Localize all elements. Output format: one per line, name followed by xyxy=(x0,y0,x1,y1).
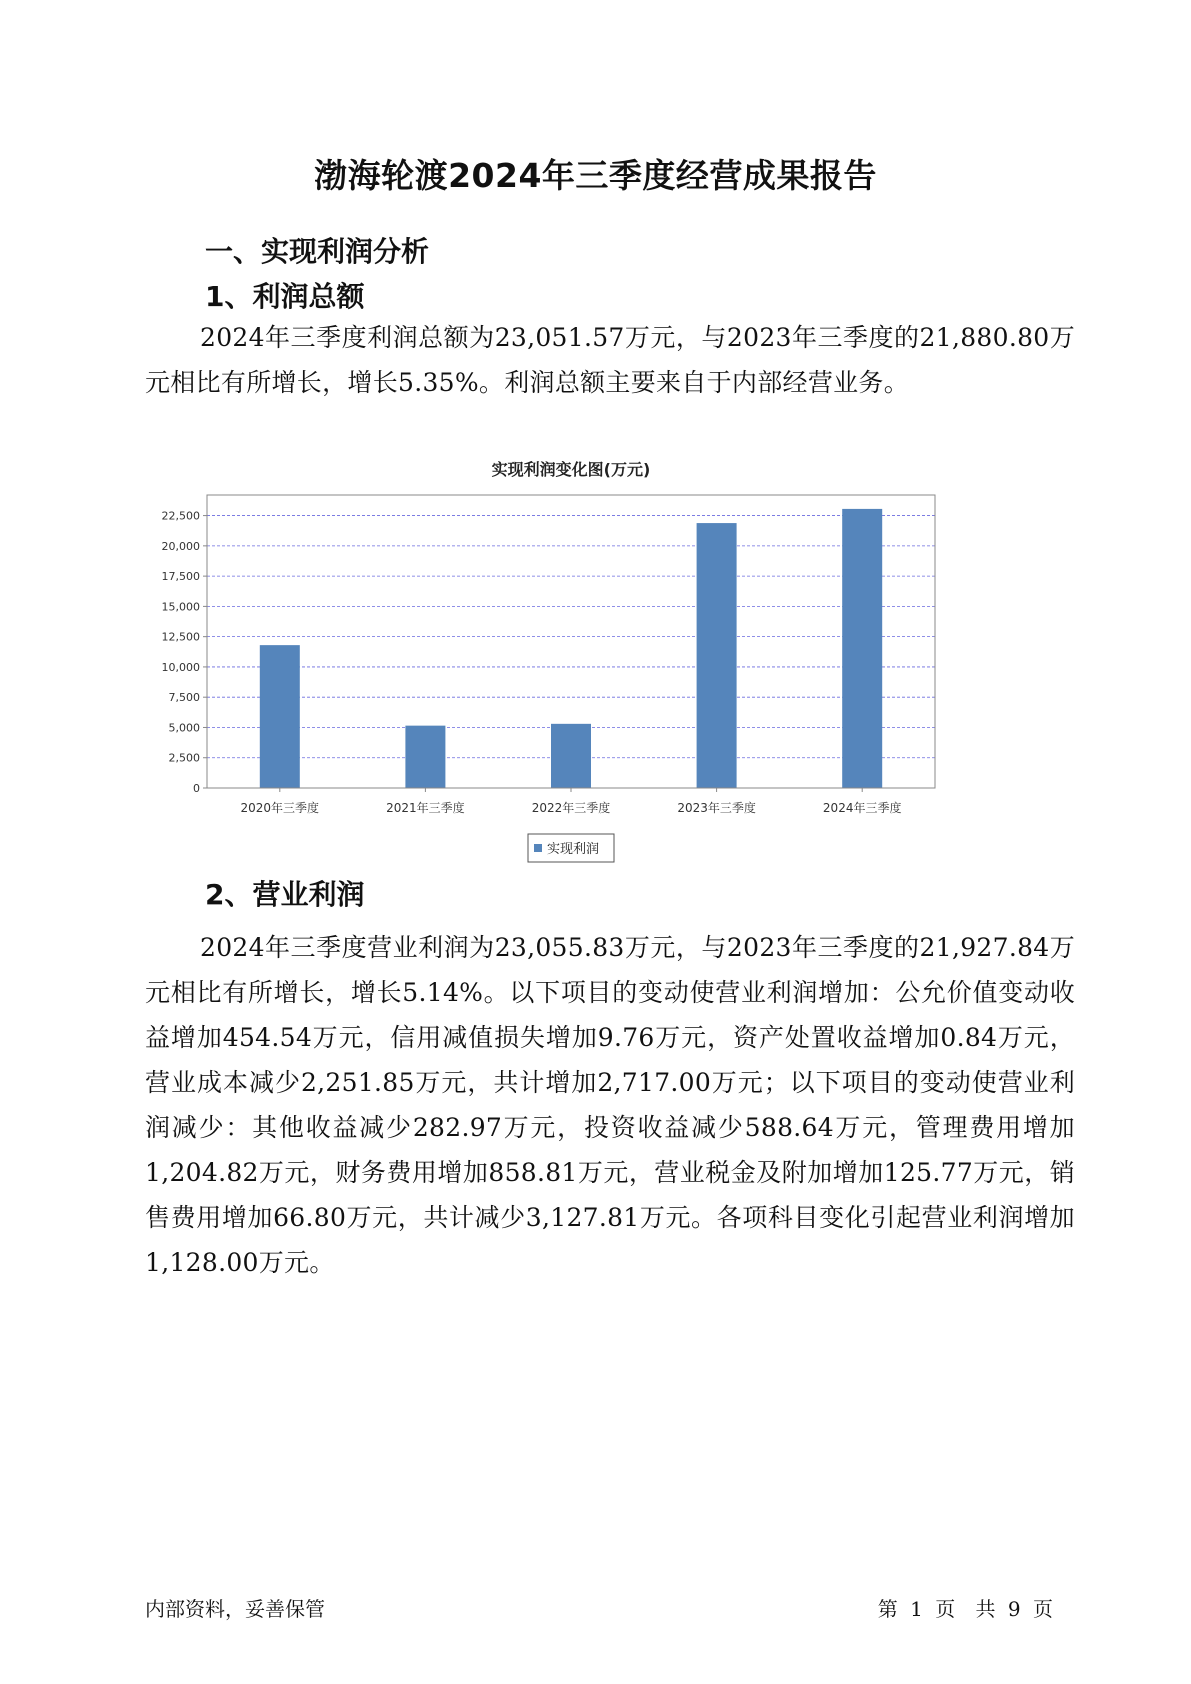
total-prefix: 共 xyxy=(975,1597,996,1621)
footer-confidential-note: 内部资料，妥善保管 xyxy=(145,1597,325,1621)
x-tick-label: 2022年三季度 xyxy=(531,801,611,815)
bar-2 xyxy=(405,726,445,788)
x-tick-label: 2020年三季度 xyxy=(240,801,320,815)
y-tick-label: 20,000 xyxy=(161,539,200,553)
y-tick-label: 7,500 xyxy=(168,691,200,705)
bar-4 xyxy=(697,523,737,788)
y-tick-label: 10,000 xyxy=(161,660,200,674)
page-current: 1 xyxy=(910,1597,923,1621)
x-tick-label: 2024年三季度 xyxy=(822,801,902,815)
legend-label: 实现利润 xyxy=(547,842,600,857)
bar-3 xyxy=(551,724,591,788)
footer-page-number xyxy=(872,1593,1053,1622)
y-tick-label: 2,500 xyxy=(168,751,200,765)
page-prefix: 第 xyxy=(877,1597,898,1621)
x-tick-label: 2023年三季度 xyxy=(677,801,756,815)
bar-1 xyxy=(260,645,300,788)
subheading-total-profit: 1、利润总额 xyxy=(205,280,365,313)
paragraph-operating-profit: 2024年三季度营业利润为23,055.83万元，与2023年三季度的21,927.84万元相比有所增长，增长5.14%。以下项目的变动使营业利润增加：公允价值变动收益增加454.54万元，信用减值损失增加9.76万元，资产处置收益增加0.84万元，营业成本减少2,251.85万元，共计增加2,717.00万元；以下项目的变动使营业利润减少：其他收益减少282.97万元，投资收益减少588.64万元，管理费用增加1,204.82万元，财务费用增加858.81万元，营业税金及附加增加125.77万元，销售费用增加66.80万元，共计减少3,127.81万元。各项科目变化引起营业利润增加1,128.00万元。 xyxy=(145,933,1075,1277)
section-heading-profit-analysis: 一、实现利润分析 xyxy=(205,235,430,268)
y-tick-label: 5,000 xyxy=(168,721,200,735)
subheading-operating-profit: 2、营业利润 xyxy=(205,878,365,911)
y-tick-label: 22,500 xyxy=(161,509,200,523)
y-tick-label: 0 xyxy=(193,782,200,795)
y-tick-label: 17,500 xyxy=(161,570,200,584)
chart-title: 实现利润变化图(万元) xyxy=(491,460,651,479)
page-total: 9 xyxy=(1007,1597,1021,1621)
x-tick-label: 2021年三季度 xyxy=(386,801,465,815)
page-label: 页 xyxy=(935,1597,956,1621)
y-tick-label: 15,000 xyxy=(161,600,200,614)
paragraph-total-profit: 2024年三季度利润总额为23,051.57万元，与2023年三季度的21,880.80万元相比有所增长，增长5.35%。利润总额主要来自于内部经营业务。 xyxy=(145,323,1075,397)
y-tick-label: 12,500 xyxy=(161,630,200,644)
document-title: 渤海轮渡2024年三季度经营成果报告 xyxy=(314,156,877,195)
legend-swatch xyxy=(534,844,542,852)
bar-5 xyxy=(842,509,882,788)
profit-bar-chart xyxy=(145,455,1045,915)
total-label: 页 xyxy=(1033,1597,1053,1621)
